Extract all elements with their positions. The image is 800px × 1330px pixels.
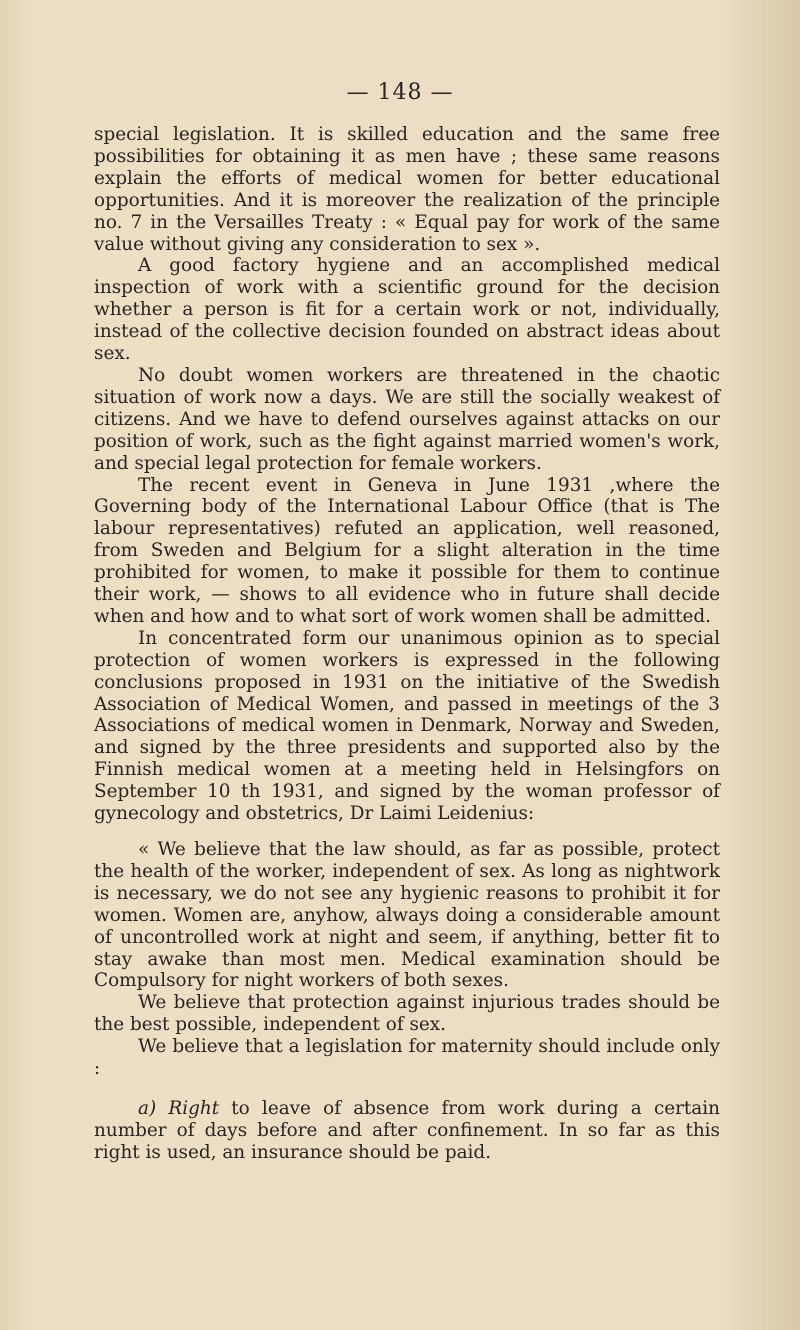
paragraph-4: The recent event in Geneva in June 1931 ,where the Governing body of the International Labour Office (that is The labour representatives) refuted an application, well reasoned, from Sweden and Belgium for a slight alteration in the time prohibited for women, to make it possible for them to continue their work, — shows to all evidence who in future shall decide when and how and to what sort of work women shall be admitted.: [94, 474, 720, 627]
paragraph-1: special legislation. It is skilled education and the same free possibilities for obtaining it as men have ; these same reasons explain the efforts of medical women for better educational opportunities. And it is moreover the realization of the principle no. 7 in the Versailles Treaty : « Equal pay for work of the same value without giving any consideration to sex ».: [94, 124, 720, 255]
quote-paragraph-2: We believe that protection against injurious trades should be the best possible, independent of sex.: [94, 992, 720, 1036]
paragraph-3: No doubt women workers are threatened in the chaotic situation of work now a days. We are still the socially weakest of citizens. And we have to defend ourselves against attacks on our position of work, such as the fight against married women's work, and special legal protection for female workers.: [94, 364, 720, 474]
quote-paragraph-1: « We believe that the law should, as far as possible, protect the health of the worker, independent of sex. As long as nightwork is necessary, we do not see any hygienic reasons to prohibit it for women. Women are, anyhow, always doing a considerable amount of uncontrolled work at night and seem, if anything, better fit to stay awake than most men. Medical examination should be Compulsory for night workers of both sexes.: [94, 839, 720, 992]
paragraph-5: In concentrated form our unanimous opinion as to special protection of women workers is expressed in the following conclusions proposed in 1931 on the initiative of the Swedish Association of Medical Women, and passed in meetings of the 3 Associations of medical women in Denmark, Norway and Sweden, and signed by the three presidents and supported also by the Finnish medical women at a meeting held in Helsingfors on September 10 th 1931, and signed by the woman professor of gynecology and obstetrics, Dr Laimi Leidenius:: [94, 627, 720, 825]
body-text: [94, 124, 720, 1164]
item-a-marker: a): [138, 1097, 157, 1119]
quote-paragraph-3: We believe that a legislation for maternity should include only :: [94, 1036, 720, 1080]
item-a-lead: Right: [168, 1097, 220, 1119]
list-item-a: [94, 1098, 720, 1164]
item-a-text: to leave of absence from work during a certain number of days before and after confinement. In so far as this right is used, an insurance should be paid.: [94, 1097, 721, 1163]
paragraph-2: A good factory hygiene and an accomplished medical inspection of work with a scientific ground for the decision whether a person is fit for a certain work or not, individually, instead of the collective decision founded on abstract ideas about sex.: [94, 255, 720, 365]
page-number: — 148 —: [346, 80, 454, 105]
